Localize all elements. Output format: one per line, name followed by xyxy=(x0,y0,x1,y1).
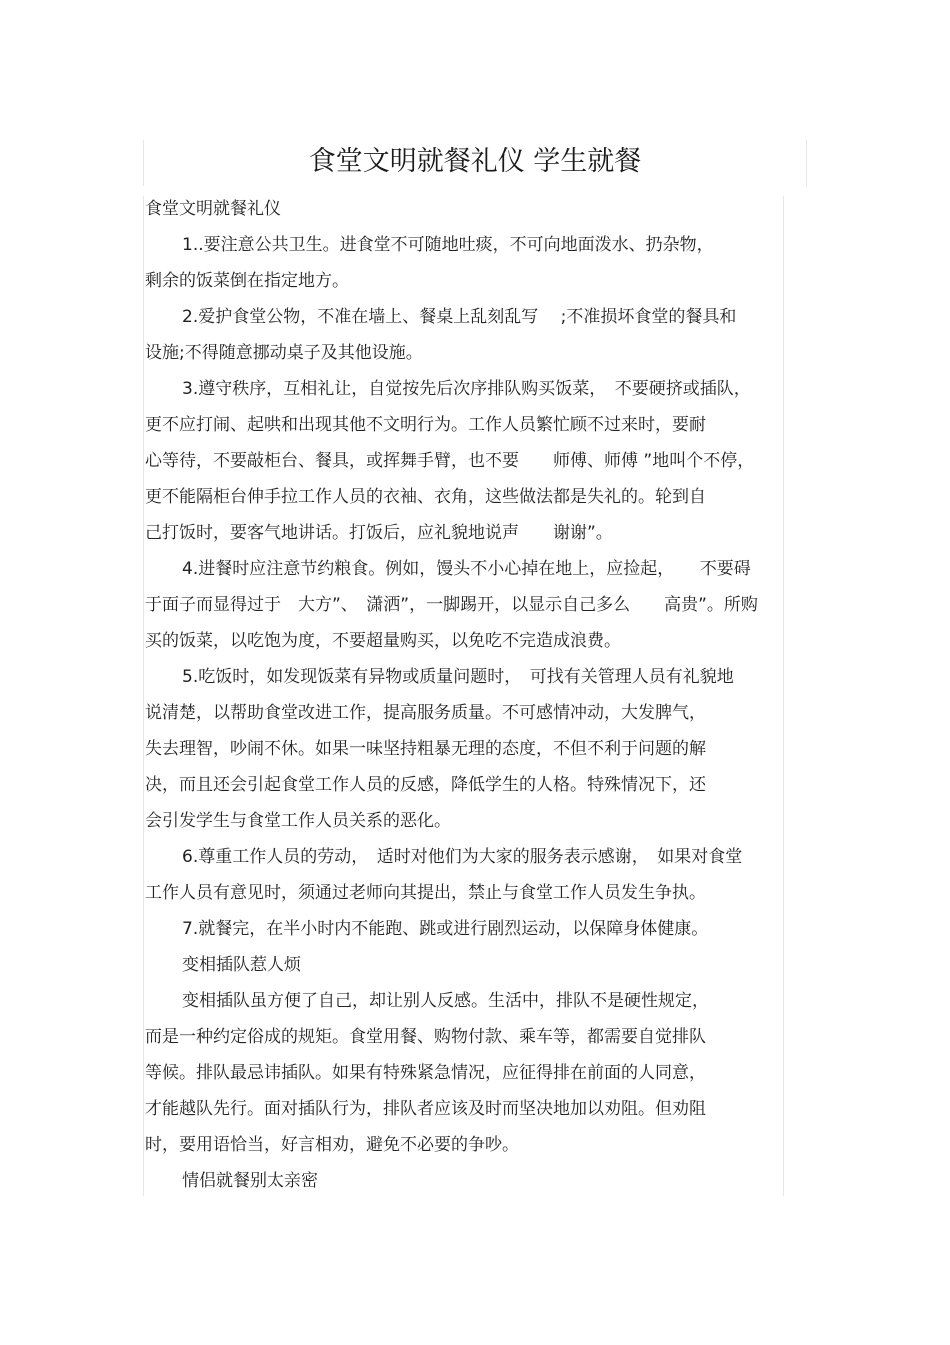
paragraph-line: 等候。排队最忌讳插队。如果有特殊紧急情况，应征得排在前面的人同意， xyxy=(145,1063,706,1083)
paragraph-line: 己打饭时，要客气地讲话。打饭后，应礼貌地说声 谢谢”。 xyxy=(145,523,613,543)
paragraph-line: 会引发学生与食堂工作人员关系的恶化。 xyxy=(145,811,451,831)
paragraph-line: 1..要注意公共卫生。进食堂不可随地吐痰，不可向地面泼水、扔杂物， xyxy=(182,235,714,255)
paragraph-line: 3.遵守秩序，互相礼让，自觉按先后次序排队购买饭菜， 不要硬挤或插队， xyxy=(182,379,751,399)
paragraph-line: 6.尊重工作人员的劳动， 适时对他们为大家的服务表示感谢， 如果对食堂 xyxy=(182,847,743,867)
paragraph-line: 买的饭菜，以吃饱为度，不要超量购买，以免吃不完造成浪费。 xyxy=(145,631,621,651)
paragraph-line: 设施;不得随意挪动桌子及其他设施。 xyxy=(145,343,423,363)
paragraph-line: 时，要用语恰当，好言相劝，避免不必要的争吵。 xyxy=(145,1135,519,1155)
paragraph-line: 失去理智，吵闹不休。如果一味坚持粗暴无理的态度，不但不利于问题的解 xyxy=(145,739,706,759)
paragraph-line: 说清楚，以帮助食堂改进工作，提高服务质量。不可感情冲动，大发脾气， xyxy=(145,703,706,723)
paragraph-line: 决，而且还会引起食堂工作人员的反感，降低学生的人格。特殊情况下，还 xyxy=(145,775,706,795)
paragraph-line: 更不能隔柜台伸手拉工作人员的衣袖、衣角，这些做法都是失礼的。轮到自 xyxy=(145,487,706,507)
paragraph-line: 2.爱护食堂公物，不准在墙上、餐桌上乱刻乱写 ;不准损坏食堂的餐具和 xyxy=(182,307,737,327)
paragraph-line: 7.就餐完，在半小时内不能跑、跳或进行剧烈运动，以保障身体健康。 xyxy=(182,919,709,939)
document-title: 食堂文明就餐礼仪 学生就餐 xyxy=(308,146,642,177)
paragraph-line: 工作人员有意见时，须通过老师向其提出，禁止与食堂工作人员发生争执。 xyxy=(145,883,706,903)
subheading: 情侣就餐别太亲密 xyxy=(182,1171,318,1191)
paragraph-line: 心等待，不要敲柜台、餐具，或挥舞手臂，也不要 师傅、师傅 ”地叫个不停， xyxy=(145,451,755,471)
paragraph-line: 5.吃饭时，如发现饭菜有异物或质量问题时， 可找有关管理人员有礼貌地 xyxy=(182,667,734,687)
paragraph-line: 更不应打闹、起哄和出现其他不文明行为。工作人员繁忙顾不过来时，要耐 xyxy=(145,415,706,435)
paragraph-line: 剩余的饭菜倒在指定地方。 xyxy=(145,271,349,291)
paragraph-line: 4.进餐时应注意节约粮食。例如，馒头不小心掉在地上，应捡起， 不要碍 xyxy=(182,559,751,579)
paragraph-line: 变相插队虽方便了自己，却让别人反感。生活中，排队不是硬性规定， xyxy=(182,991,709,1011)
section-heading: 食堂文明就餐礼仪 xyxy=(145,199,281,219)
paragraph-line: 而是一种约定俗成的规矩。食堂用餐、购物付款、乘车等，都需要自觉排队 xyxy=(145,1027,706,1047)
paragraph-line: 于面子而显得过于 大方”、 潇洒”，一脚踢开，以显示自己多么 高贵”。所购 xyxy=(145,595,758,615)
body-left-rule xyxy=(143,196,144,1196)
subheading: 变相插队惹人烦 xyxy=(182,955,301,975)
paragraph-line: 才能越队先行。面对插队行为，排队者应该及时而坚决地加以劝阻。但劝阻 xyxy=(145,1099,706,1119)
body-right-rule xyxy=(783,196,784,1196)
